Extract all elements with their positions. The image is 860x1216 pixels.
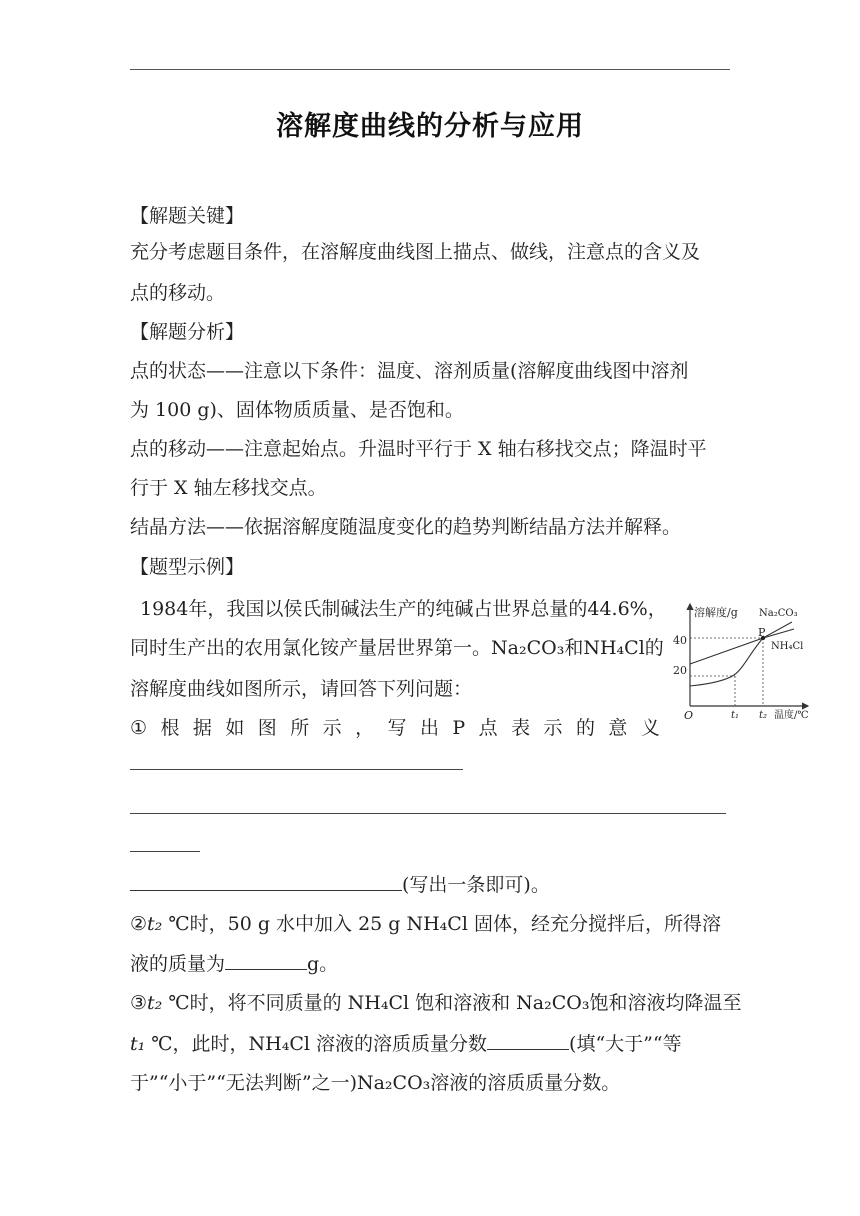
answer-line-1b[interactable]: [130, 813, 726, 814]
question-1-char: 示: [543, 717, 563, 739]
x-axis-label: 温度/℃: [774, 710, 809, 721]
question-3-cont: [130, 1031, 682, 1056]
question-2: [130, 912, 721, 936]
question-1-char: ①: [130, 717, 148, 739]
question-1-char: 根: [160, 717, 180, 739]
question-2-cont: [130, 951, 338, 976]
chem-nh4cl: NH₄Cl: [583, 637, 645, 659]
analysis-text-1: 点的状态——注意以下条件：温度、溶剂质量(溶解度曲线图中溶剂: [130, 360, 689, 382]
question-1-char: 所: [290, 717, 310, 739]
example-text-2-a: 同时生产出的农用氯化铵产量居世界第一。: [130, 637, 492, 659]
x-tick-t1: t₁: [731, 710, 740, 721]
solubility-chart: [670, 598, 820, 723]
header-rule: [130, 69, 730, 70]
example-text-3: 溶解度曲线如图所示，请回答下列问题：: [130, 678, 473, 700]
question-3: [130, 991, 741, 1015]
temp-t1: t₁: [130, 1033, 146, 1055]
example-text-1: 1984年，我国以侯氏制碱法生产的纯碱占世界总量的44.6%，: [140, 598, 667, 620]
section-head-example: 【题型示例】: [130, 556, 245, 578]
question-1-char: 如: [225, 717, 245, 739]
analysis-text-4: 行于 X 轴左移找交点。: [130, 477, 327, 499]
answer-line-1d[interactable]: [130, 872, 402, 891]
question-1-char: 意: [608, 717, 628, 739]
question-1-char: 据: [192, 717, 212, 739]
temp-t2-b: t₂: [147, 992, 163, 1014]
question-1-char: 出: [419, 717, 439, 739]
key-text-1: 充分考虑题目条件，在溶解度曲线图上描点、做线，注意点的含义及: [130, 241, 701, 263]
question-3-text-c: (填“大于”“等: [569, 1033, 682, 1055]
answer-blank-2[interactable]: [225, 951, 307, 970]
page-title: 溶解度曲线的分析与应用: [276, 111, 584, 142]
answer-line-1a[interactable]: [130, 769, 463, 770]
question-3-num: ③: [130, 992, 148, 1014]
question-3-cont-2: 于”“小于”“无法判断”之一)Na₂CO₃溶液的溶质质量分数。: [130, 1072, 621, 1094]
question-1-char: 义: [640, 717, 660, 739]
example-text-2-end: 的: [644, 637, 664, 659]
question-3-text-b: ℃，此时，NH₄Cl 溶液的溶质质量分数: [145, 1033, 488, 1055]
y-tick-20: 20: [673, 664, 687, 677]
temp-t2: t₂: [147, 913, 163, 935]
section-head-key: 【解题关键】: [130, 205, 245, 227]
question-2-unit: g。: [307, 953, 339, 975]
question-1-char: ，: [355, 717, 375, 739]
y-axis-label: 溶解度/g: [694, 606, 738, 619]
y-tick-40: 40: [673, 634, 687, 647]
answer-line-1c[interactable]: [130, 851, 200, 852]
question-2-text: ℃时，50 g 水中加入 25 g NH₄Cl 固体，经充分搅拌后，所得溶: [162, 913, 721, 935]
analysis-text-2: 为 100 g)、固体物质质量、是否饱和。: [130, 399, 464, 421]
question-1-char: P: [452, 717, 466, 739]
question-1-char: 图: [257, 717, 277, 739]
question-1-char: 示: [322, 717, 342, 739]
series-label-nh4cl: NH₄Cl: [771, 641, 804, 652]
point-p-label: P: [758, 626, 766, 639]
question-1-char: 写: [387, 717, 407, 739]
answer-blank-3[interactable]: [487, 1031, 569, 1050]
question-1-char: 点: [478, 717, 498, 739]
analysis-text-3: 点的移动——注意起始点。升温时平行于 X 轴右移找交点；降温时平: [130, 438, 707, 460]
analysis-text-5: 结晶方法——依据溶解度随温度变化的趋势判断结晶方法并解释。: [130, 516, 682, 538]
question-1-char: 的: [575, 717, 595, 739]
question-3-text: ℃时，将不同质量的 NH₄Cl 饱和溶液和 Na₂CO₃饱和溶液均降温至: [162, 992, 742, 1014]
series-label-na2co3: Na₂CO₃: [759, 608, 798, 619]
origin-label: O: [684, 709, 694, 722]
guide-lines: [690, 638, 763, 706]
curves: [690, 622, 794, 686]
question-2-num: ②: [130, 913, 148, 935]
chem-na2co3: Na₂CO₃: [491, 637, 565, 659]
question-1-end: [130, 872, 550, 897]
question-1-tail: (写出一条即可)。: [402, 874, 550, 896]
section-head-analysis: 【解题分析】: [130, 321, 245, 343]
question-1: [130, 716, 660, 740]
series-line-na2co3: [690, 622, 792, 686]
question-1-char: 表: [511, 717, 531, 739]
key-text-2: 点的移动。: [130, 282, 226, 304]
example-text-2: [130, 636, 664, 660]
example-text-2-and: 和: [564, 637, 584, 659]
question-2-text-b: 液的质量为: [130, 953, 226, 975]
x-tick-t2: t₂: [759, 710, 768, 721]
